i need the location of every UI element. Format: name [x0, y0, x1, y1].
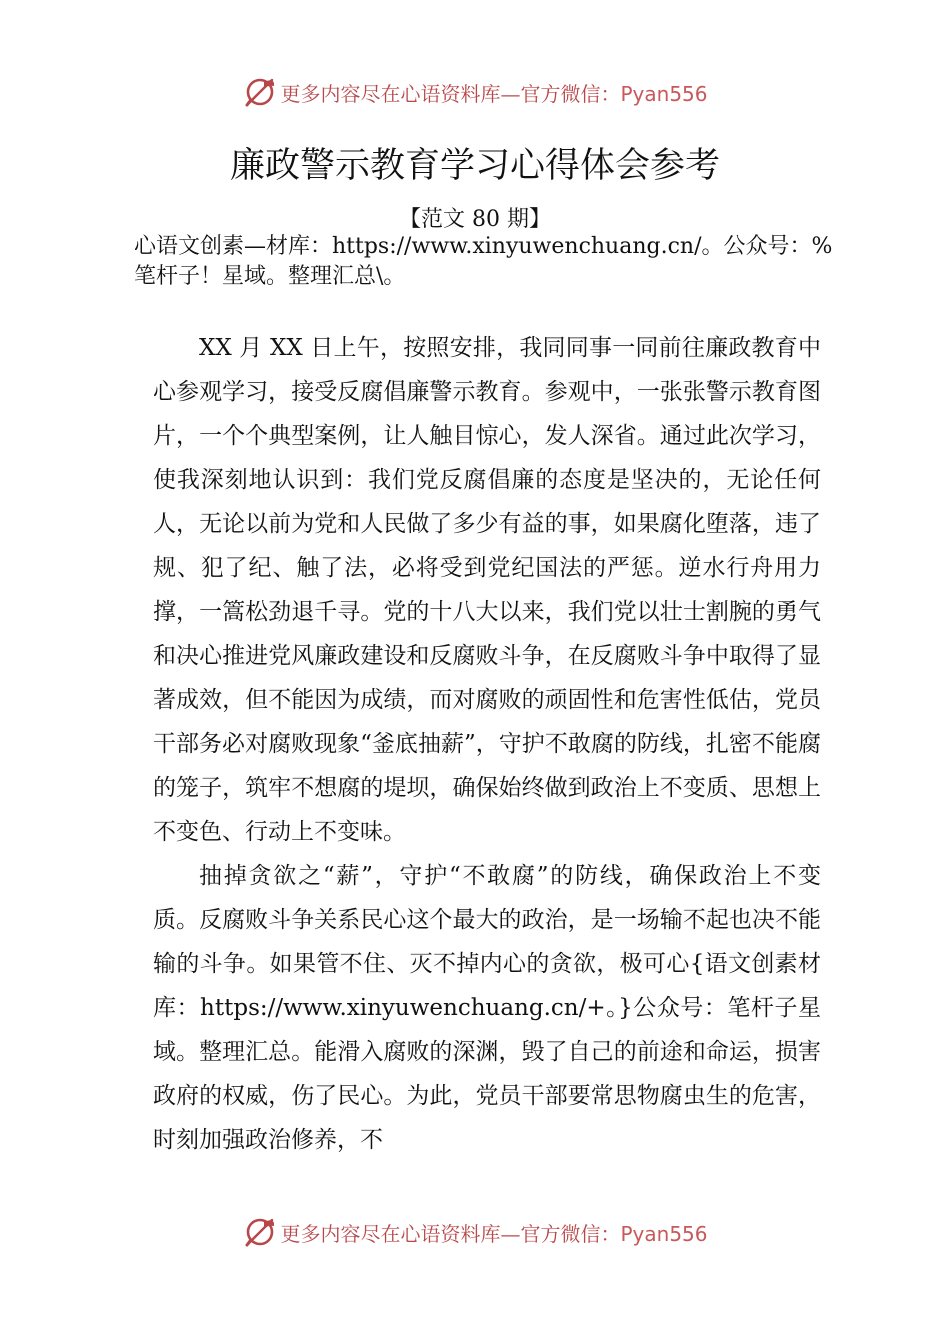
paragraph: 抽掉贪欲之“薪”，守护“不敢腐”的防线，确保政治上不变质。反腐败斗争关系民心这个最大的政治，是一场输不起也决不能输的斗争。如果管不住、灭不掉内心的贪欲，极可心{语文创素材库：https://www.xinyuwenchuang.cn/+。}公众号：笔杆子星域。整理汇总。能滑入腐败的深渊，毁了自己的前途和命运，损害政府的权威，伤了民心。为此，党员干部要常思物腐虫生的危害， 时刻加强政治修养，不	[153, 863, 821, 1153]
quill-circle-logo-icon	[242, 1214, 278, 1250]
banner-text-main: 更多内容尽在心语资料库—官方微信：	[280, 1221, 621, 1246]
page-title: 廉政警示教育学习心得体会参考	[229, 146, 720, 186]
banner-wechat-id: Pyan556	[620, 1221, 708, 1246]
banner-wechat-id: Pyan556	[620, 81, 708, 106]
header-banner	[0, 72, 950, 112]
paragraph: XX 月 XX 日上午，按照安排，我同同事一同前往廉政教育中心参观学习，接受反腐倡廉警示教育。参观中，一张张警示教育图片，一个个典型案例，让人触目惊心，发人深省。通过此次学习，使我深刻地认识到：我们党反腐倡廉的态度是坚决的，无论任何人，无论以前为党和人民做了多少有益的事，如果腐化堕落，违了规、犯了纪、触了法，必将受到党纪国法的严惩。逆水行舟用力撑，一篙松劲退千寻。党的十八大以来，我们党以壮士割腕的勇气和决心推进党风廉政建设和反腐败斗争，在反腐败斗争中取得了显著成效，但不能因为成绩，而对腐败的顽固性和危害性低估，党员干部务必对腐败现象“釜底抽薪”，守护不敢腐的防线，扎密不能腐的笼子，筑牢不想腐的堤坝，确保始终做到政治上不变质、思想上不变色、行动上不变味。	[153, 335, 821, 845]
article-body	[153, 326, 821, 1162]
footer-banner	[0, 1212, 950, 1252]
source-note: 心语文创素—材库：https://www.xinyuwenchuang.cn/。公众号：%笔杆子！星域。整理汇总\。	[134, 234, 833, 289]
quill-circle-logo-icon	[242, 74, 278, 110]
issue-label: 【范文 80 期】	[399, 207, 551, 232]
banner-text-main: 更多内容尽在心语资料库—官方微信：	[280, 81, 621, 106]
banner-text	[280, 78, 707, 107]
banner-text	[280, 1218, 707, 1247]
